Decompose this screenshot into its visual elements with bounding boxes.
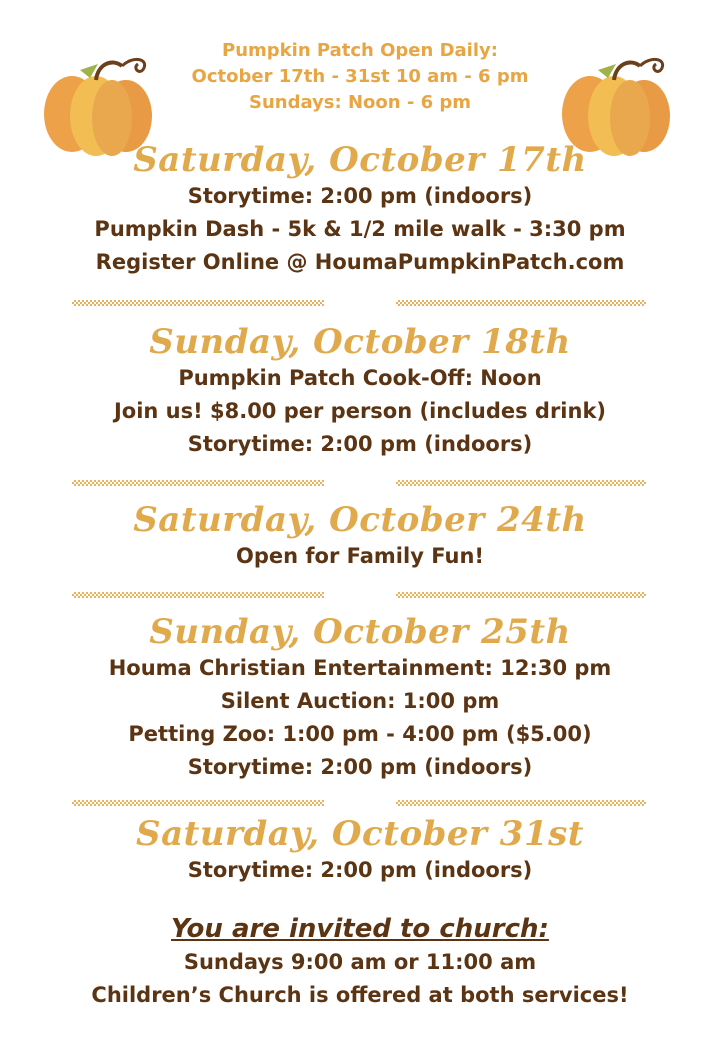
divider: [72, 300, 324, 306]
event-section: [0, 500, 720, 573]
event-line: Storytime: 2:00 pm (indoors): [187, 858, 533, 882]
event-line: Join us! $8.00 per person (includes drink): [113, 399, 607, 423]
divider: [396, 480, 646, 486]
event-section: [0, 140, 720, 279]
event-day-title: Sunday, October 25th: [149, 612, 571, 652]
hours-line-2: October 17th - 31st 10 am - 6 pm: [191, 66, 529, 87]
church-invite: [0, 912, 720, 1012]
event-line: Register Online @ HoumaPumpkinPatch.com: [95, 250, 625, 274]
church-times: Sundays 9:00 am or 11:00 am: [183, 950, 537, 974]
event-section: [0, 612, 720, 784]
event-day-title: Saturday, October 17th: [133, 140, 587, 180]
event-line: Pumpkin Patch Cook-Off: Noon: [178, 366, 542, 390]
divider: [396, 300, 646, 306]
divider: [396, 592, 646, 598]
divider: [72, 800, 324, 806]
event-line: Petting Zoo: 1:00 pm - 4:00 pm ($5.00): [128, 722, 592, 746]
event-line: Silent Auction: 1:00 pm: [220, 689, 500, 713]
hours-header: [0, 38, 720, 116]
event-day-title: Saturday, October 31st: [136, 814, 584, 854]
divider: [72, 592, 324, 598]
hours-line-1: Pumpkin Patch Open Daily:: [222, 40, 498, 61]
hours-line-3: Sundays: Noon - 6 pm: [248, 92, 472, 113]
event-line: Storytime: 2:00 pm (indoors): [187, 755, 533, 779]
church-childrens: Children’s Church is offered at both services!: [91, 983, 629, 1007]
event-line: Houma Christian Entertainment: 12:30 pm: [108, 656, 612, 680]
divider: [72, 480, 324, 486]
divider: [396, 800, 646, 806]
event-line: Pumpkin Dash - 5k & 1/2 mile walk - 3:30 pm: [94, 217, 626, 241]
event-day-title: Sunday, October 18th: [149, 322, 571, 362]
event-section: [0, 322, 720, 461]
event-section: [0, 814, 720, 887]
event-day-title: Saturday, October 24th: [133, 500, 587, 540]
event-line: Storytime: 2:00 pm (indoors): [187, 432, 533, 456]
event-line: Storytime: 2:00 pm (indoors): [187, 184, 533, 208]
church-heading: You are invited to church:: [171, 914, 549, 944]
event-line: Open for Family Fun!: [236, 544, 484, 568]
